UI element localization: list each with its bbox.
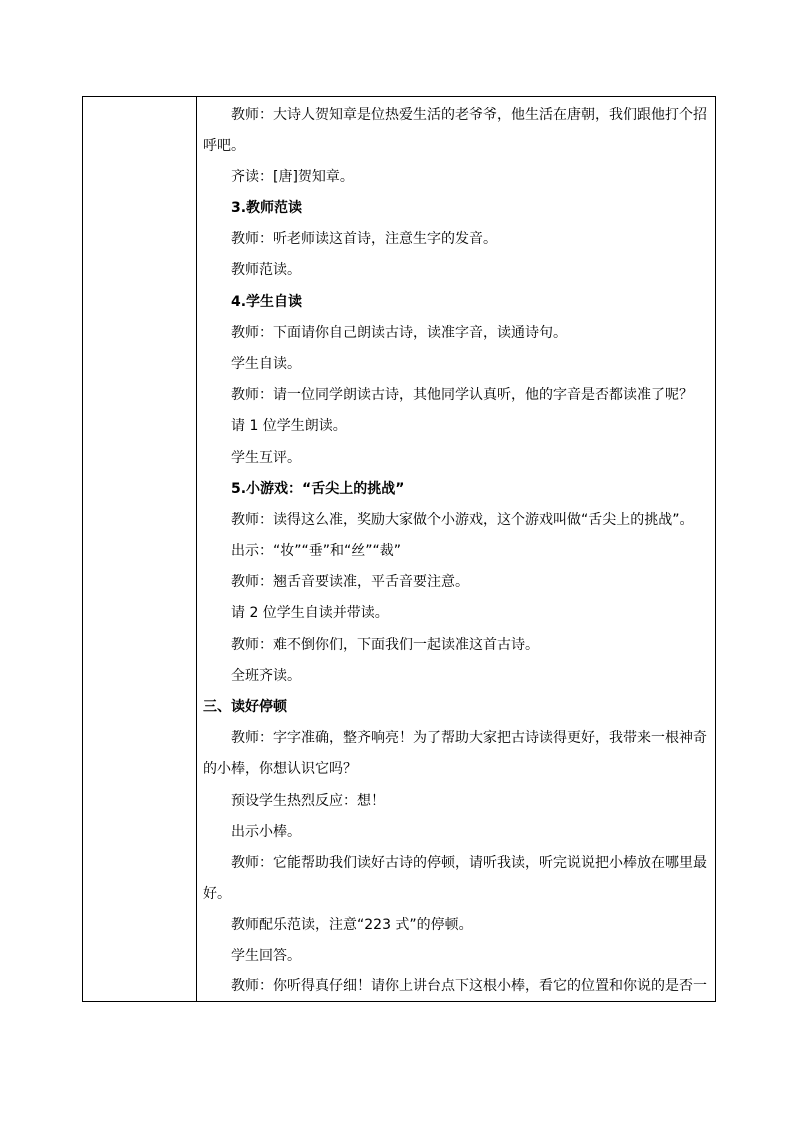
section-heading: 3.教师范读	[231, 200, 303, 216]
text-line: 的小棒，你想认识它吗？	[203, 761, 357, 777]
lesson-table	[82, 96, 716, 1002]
text-line: 教师：读得这么准，奖励大家做个小游戏，这个游戏叫做“舌尖上的挑战”。	[231, 512, 694, 528]
text-line: 教师：它能帮助我们读好古诗的停顿，请听我读，听完说说把小棒放在哪里最	[231, 855, 707, 871]
table-left-column	[83, 97, 197, 1001]
text-line: 教师范读。	[231, 262, 301, 278]
text-line: 学生自读。	[231, 356, 301, 372]
text-line: 教师：难不倒你们，下面我们一起读准这首古诗。	[231, 637, 539, 653]
text-line: 呼吧。	[203, 138, 245, 154]
text-line: 好。	[203, 886, 231, 902]
text-line: 出示：“妆”“垂”和“丝”“裁”	[231, 543, 402, 559]
text-line: 教师：听老师读这首诗，注意生字的发音。	[231, 231, 497, 247]
table-content-column	[197, 97, 715, 1001]
text-line: 教师：请一位同学朗读古诗，其他同学认真听，他的字音是否都读准了呢？	[231, 387, 693, 403]
section-heading: 5.小游戏：“舌尖上的挑战”	[231, 481, 405, 497]
text-line: 教师：翘舌音要读准，平舌音要注意。	[231, 574, 469, 590]
text-line: 学生回答。	[231, 948, 301, 964]
text-line: 教师配乐范读，注意“223 式”的停顿。	[231, 917, 473, 933]
text-line: 请 1 位学生朗读。	[231, 418, 347, 434]
text-line: 出示小棒。	[231, 824, 301, 840]
text-line: 教师：大诗人贺知章是位热爱生活的老爷爷，他生活在唐朝，我们跟他打个招	[231, 107, 707, 123]
text-line: 教师：你听得真仔细！请你上讲台点下这根小棒，看它的位置和你说的是否一	[231, 978, 707, 994]
text-line: 全班齐读。	[231, 668, 301, 684]
text-line: 齐读：[唐]贺知章。	[231, 169, 354, 185]
text-line: 学生互评。	[231, 450, 301, 466]
text-line: 预设学生热烈反应：想！	[231, 793, 385, 809]
section-heading: 4.学生自读	[231, 294, 303, 310]
section-heading: 三、读好停顿	[203, 699, 287, 715]
text-line: 教师：下面请你自己朗读古诗，读准字音，读通诗句。	[231, 325, 567, 341]
text-line: 请 2 位学生自读并带读。	[231, 605, 389, 621]
text-line: 教师：字字准确，整齐响亮！为了帮助大家把古诗读得更好，我带来一根神奇	[231, 730, 707, 746]
